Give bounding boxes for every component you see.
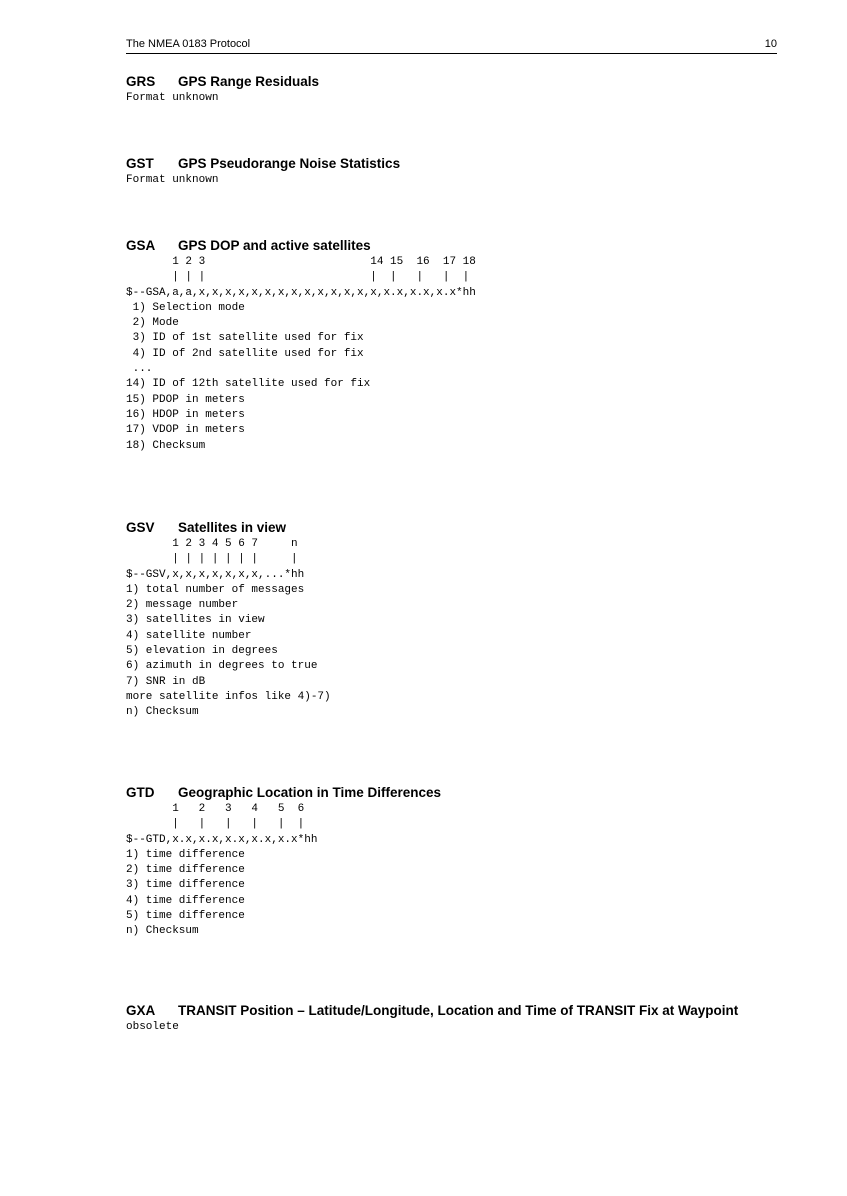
- section-heading: [126, 519, 331, 537]
- section-gsv: [126, 519, 331, 721]
- sentence-code: GRS: [126, 74, 156, 89]
- sentence-code: GSV: [126, 520, 155, 535]
- field-list: 1) Selection mode 2) Mode 3) ID of 1st satellite used for fix 4) ID of 2nd satellite used for fix ... 14) ID of 12th satellite used for fix 15) PDOP in meters 16) HDOP in meters 17) VDOP in meters 18) Checksum: [126, 301, 371, 452]
- sentence-title: Geographic Location in Time Differences: [178, 785, 442, 800]
- section-heading: [126, 237, 476, 255]
- sentence-code: GXA: [126, 1003, 156, 1018]
- section-heading: [126, 155, 400, 173]
- sentence-title: GPS DOP and active satellites: [178, 238, 371, 253]
- field-list: 1) total number of messages 2) message number 3) satellites in view 4) satellite number 5) elevation in degrees 6) azimuth in degrees to true 7) SNR in dB more satellite infos like 4)-7) n) Checksum: [126, 583, 331, 719]
- sentence-code: GSA: [126, 238, 156, 253]
- section-gtd: [126, 784, 441, 940]
- sentence-title: GPS Pseudorange Noise Statistics: [178, 156, 401, 171]
- section-text: obsolete: [126, 1021, 179, 1033]
- page-header: [126, 37, 777, 54]
- section-gst: [126, 155, 400, 188]
- sentence-code: GST: [126, 156, 154, 171]
- sentence-code: GTD: [126, 785, 155, 800]
- section-grs: [126, 73, 319, 106]
- sentence-title: TRANSIT Position – Latitude/Longitude, Location and Time of TRANSIT Fix at Waypoint: [178, 1003, 739, 1018]
- sentence-title: Satellites in view: [178, 520, 287, 535]
- sentence-format-diagram: 1 2 3 4 5 6 7 n | | | | | | | | $--GSV,x,x,x,x,x,x,x,...*hh: [126, 538, 305, 581]
- field-list: 1) time difference 2) time difference 3) time difference 4) time difference 5) time difference n) Checksum: [126, 848, 245, 938]
- section-heading: [126, 784, 441, 802]
- section-gxa: [126, 1002, 738, 1035]
- sentence-format-diagram: 1 2 3 4 5 6 | | | | | | $--GTD,x.x,x.x,x.x,x.x,x.x*hh: [126, 803, 318, 846]
- sentence-title: GPS Range Residuals: [178, 74, 320, 89]
- section-heading: [126, 73, 319, 91]
- document-title: The NMEA 0183 Protocol: [126, 38, 251, 50]
- section-gsa: [126, 237, 476, 454]
- sentence-format-diagram: 1 2 3 14 15 16 17 18 | | | | | | | | $--GSA,a,a,x,x,x,x,x,x,x,x,x,x,x,x,x,x,x.x,x.x,x.x*hh: [126, 256, 476, 299]
- section-text: Format unknown: [126, 92, 219, 104]
- section-text: Format unknown: [126, 174, 219, 186]
- page-number: 10: [764, 38, 777, 50]
- section-heading: [126, 1002, 738, 1020]
